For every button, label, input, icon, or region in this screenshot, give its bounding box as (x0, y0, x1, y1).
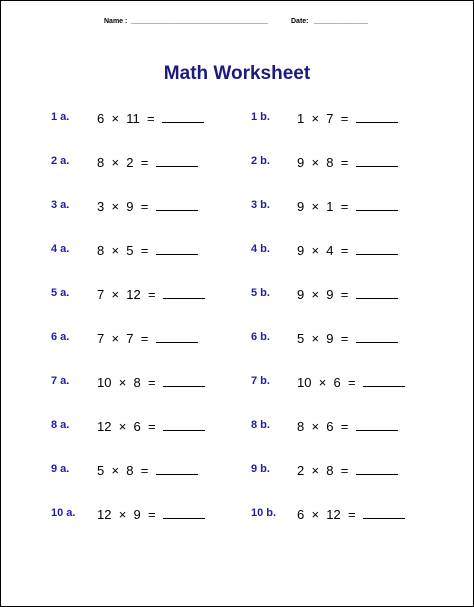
operand-a: 10 (97, 375, 112, 390)
times-sign: × (111, 375, 134, 390)
problem-label: 4 a. (51, 243, 70, 255)
times-sign: × (104, 199, 127, 214)
equals-sign: = (340, 507, 363, 522)
problem-row (1, 154, 221, 174)
answer-blank[interactable] (356, 286, 398, 299)
problem-row (1, 506, 221, 526)
answer-blank[interactable] (356, 462, 398, 475)
answer-blank[interactable] (163, 286, 205, 299)
problem-label: 9 a. (51, 463, 70, 475)
problem-row (201, 286, 421, 306)
equals-sign: = (340, 375, 363, 390)
operand-a: 5 (97, 463, 105, 478)
problem-expression (97, 154, 198, 170)
operand-b: 9 (326, 331, 334, 346)
times-sign: × (304, 331, 327, 346)
operand-b: 11 (126, 111, 140, 126)
operand-a: 10 (297, 375, 312, 390)
answer-blank[interactable] (156, 198, 198, 211)
operand-b: 9 (126, 199, 134, 214)
answer-blank[interactable] (356, 418, 398, 431)
equals-sign: = (333, 111, 356, 126)
equals-sign: = (333, 463, 356, 478)
operand-a: 8 (297, 419, 305, 434)
problem-label: 3 a. (51, 199, 70, 211)
operand-a: 6 (97, 111, 105, 126)
equals-sign: = (133, 463, 156, 478)
answer-blank[interactable] (156, 154, 198, 167)
operand-a: 12 (97, 507, 112, 522)
operand-b: 6 (133, 419, 141, 434)
operand-a: 8 (97, 243, 105, 258)
problem-label: 2 b. (251, 155, 270, 167)
operand-b: 7 (326, 111, 334, 126)
problem-row (201, 242, 421, 262)
problem-label: 10 b. (251, 507, 277, 519)
problem-expression (97, 462, 198, 478)
times-sign: × (104, 243, 127, 258)
operand-a: 7 (97, 331, 105, 346)
equals-sign: = (139, 111, 162, 126)
times-sign: × (311, 375, 334, 390)
problem-label: 6 a. (51, 331, 70, 343)
equals-sign: = (133, 155, 156, 170)
operand-b: 9 (133, 507, 141, 522)
operand-b: 7 (126, 331, 134, 346)
problem-expression (297, 374, 405, 390)
problem-row (201, 198, 421, 218)
equals-sign: = (140, 419, 163, 434)
problem-label: 3 b. (251, 199, 270, 211)
problem-expression (97, 286, 205, 302)
answer-blank[interactable] (163, 418, 205, 431)
equals-sign: = (333, 243, 356, 258)
problem-label: 4 b. (251, 243, 270, 255)
equals-sign: = (140, 507, 163, 522)
problem-label: 1 a. (51, 111, 70, 123)
answer-blank[interactable] (356, 198, 398, 211)
name-field: ______________________________________ (131, 18, 268, 25)
problem-expression (97, 330, 198, 346)
answer-blank[interactable] (156, 242, 198, 255)
times-sign: × (111, 507, 134, 522)
operand-a: 9 (297, 243, 305, 258)
answer-blank[interactable] (363, 506, 405, 519)
problem-expression (297, 418, 398, 434)
problem-row (1, 242, 221, 262)
problem-label: 7 b. (251, 375, 270, 387)
problem-label: 5 b. (251, 287, 270, 299)
equals-sign: = (133, 199, 156, 214)
answer-blank[interactable] (156, 330, 198, 343)
times-sign: × (304, 507, 327, 522)
answer-blank[interactable] (363, 374, 405, 387)
operand-b: 4 (326, 243, 334, 258)
operand-b: 12 (126, 287, 141, 302)
problem-row (1, 198, 221, 218)
problem-expression (297, 242, 398, 258)
problem-expression (297, 286, 398, 302)
times-sign: × (304, 287, 327, 302)
times-sign: × (304, 419, 327, 434)
operand-b: 8 (326, 155, 334, 170)
problem-row (201, 110, 421, 130)
problem-expression (97, 374, 205, 390)
problem-expression (97, 198, 198, 214)
answer-blank[interactable] (356, 242, 398, 255)
problem-expression (297, 198, 398, 214)
problem-label: 7 a. (51, 375, 70, 387)
equals-sign: = (133, 331, 156, 346)
answer-blank[interactable] (163, 374, 205, 387)
problem-expression (97, 506, 205, 522)
answer-blank[interactable] (356, 154, 398, 167)
problem-row (1, 110, 221, 130)
problem-label: 2 a. (51, 155, 70, 167)
problem-row (201, 330, 421, 350)
operand-a: 9 (297, 199, 305, 214)
operand-b: 8 (326, 463, 334, 478)
equals-sign: = (133, 243, 156, 258)
problem-row (1, 462, 221, 482)
problem-label: 8 a. (51, 419, 70, 431)
operand-b: 5 (126, 243, 134, 258)
operand-b: 6 (326, 419, 334, 434)
problem-label: 1 b. (251, 111, 270, 123)
operand-a: 9 (297, 287, 305, 302)
problem-row (201, 418, 421, 438)
equals-sign: = (333, 155, 356, 170)
equals-sign: = (333, 419, 356, 434)
operand-a: 9 (297, 155, 305, 170)
equals-sign: = (140, 375, 163, 390)
answer-blank[interactable] (156, 462, 198, 475)
problem-expression (297, 110, 398, 126)
problem-expression (97, 418, 205, 434)
problem-expression (97, 110, 204, 126)
problem-label: 6 b. (251, 331, 270, 343)
problem-label: 5 a. (51, 287, 70, 299)
problem-expression (97, 242, 198, 258)
times-sign: × (104, 463, 127, 478)
problem-row (1, 418, 221, 438)
operand-b: 9 (326, 287, 334, 302)
times-sign: × (104, 287, 127, 302)
problem-row (201, 462, 421, 482)
answer-blank[interactable] (163, 506, 205, 519)
problem-row (201, 374, 421, 394)
times-sign: × (304, 111, 327, 126)
problem-expression (297, 330, 398, 346)
problem-expression (297, 154, 398, 170)
equals-sign: = (333, 199, 356, 214)
times-sign: × (304, 463, 327, 478)
problem-row (1, 286, 221, 306)
operand-a: 3 (97, 199, 105, 214)
operand-a: 8 (97, 155, 105, 170)
answer-blank[interactable] (356, 110, 398, 123)
times-sign: × (304, 243, 327, 258)
operand-a: 1 (297, 111, 305, 126)
problem-label: 10 a. (51, 507, 76, 519)
answer-blank[interactable] (356, 330, 398, 343)
problem-row (201, 154, 421, 174)
times-sign: × (104, 155, 127, 170)
date-label: Date: (291, 18, 309, 25)
times-sign: × (104, 331, 127, 346)
operand-b: 2 (126, 155, 134, 170)
operand-a: 12 (97, 419, 112, 434)
operand-b: 1 (326, 199, 334, 214)
problem-label: 9 b. (251, 463, 270, 475)
operand-a: 5 (297, 331, 305, 346)
equals-sign: = (333, 287, 356, 302)
problem-label: 8 b. (251, 419, 270, 431)
operand-a: 6 (297, 507, 305, 522)
times-sign: × (304, 199, 327, 214)
problem-expression (297, 506, 405, 522)
operand-a: 7 (97, 287, 105, 302)
equals-sign: = (140, 287, 163, 302)
problem-expression (297, 462, 398, 478)
name-label: Name : (104, 18, 128, 25)
times-sign: × (111, 419, 134, 434)
problem-row (1, 374, 221, 394)
answer-blank[interactable] (162, 110, 204, 123)
operand-b: 6 (333, 375, 341, 390)
problem-row (201, 506, 421, 526)
operand-a: 2 (297, 463, 305, 478)
times-sign: × (304, 155, 327, 170)
times-sign: × (104, 111, 127, 126)
operand-b: 8 (126, 463, 134, 478)
date-field: _______________ (314, 18, 368, 25)
operand-b: 12 (326, 507, 341, 522)
equals-sign: = (333, 331, 356, 346)
operand-b: 8 (133, 375, 141, 390)
problem-row (1, 330, 221, 350)
page-title: Math Worksheet (163, 63, 311, 84)
